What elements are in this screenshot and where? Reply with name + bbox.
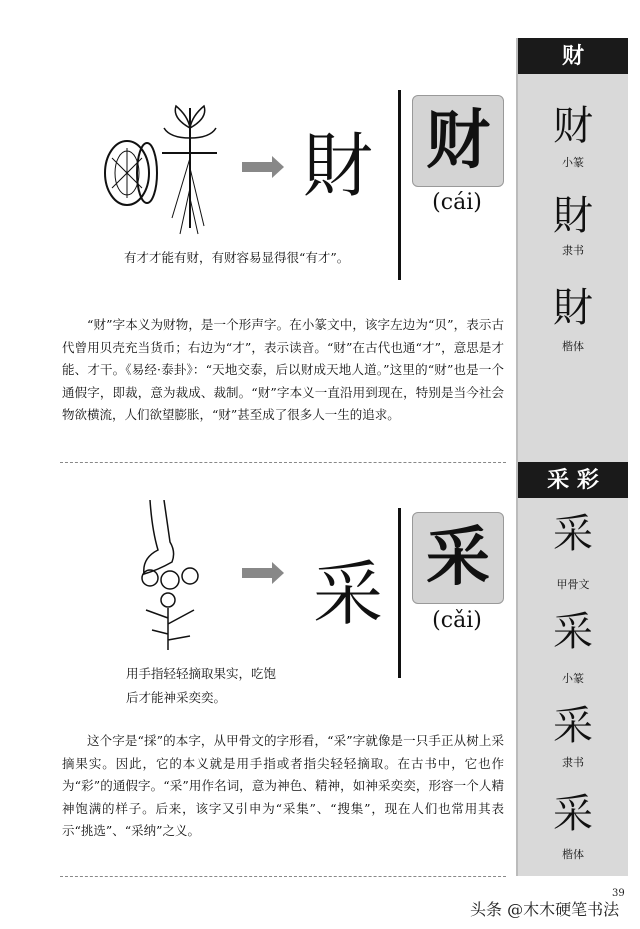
shell-sprout-illustration <box>92 98 222 238</box>
character-box: 采 <box>412 512 504 604</box>
illustration-caption: 有才才能有财，有财容易显得很“有才”。 <box>124 250 350 265</box>
arrow-icon <box>242 162 272 172</box>
sidebar-form-label: 隶书 <box>562 244 584 257</box>
sidebar-form-label: 小篆 <box>562 672 584 685</box>
sidebar-form-label: 隶书 <box>562 756 584 769</box>
sidebar-form-xiaozhuan: 财 <box>553 103 593 149</box>
sidebar-header-cai2: 采 彩 <box>518 462 628 498</box>
divider <box>398 90 401 280</box>
watermark: 头条 @木木硬笔书法 <box>470 900 620 919</box>
section-divider <box>60 876 506 877</box>
sidebar-form-label: 甲骨文 <box>556 578 590 591</box>
divider <box>398 508 401 678</box>
sidebar-form-kaiti: 采 <box>553 791 593 837</box>
body-paragraph: “财”字本义为财物，是一个形声字。在小篆文中，该字左边为“贝”，表示古代曾用贝壳充当货币；右边为“才”，表示读音。“财”在古代也通“才”，意思是才能、才干。《易经·泰卦》：“天地交泰，后以财成天地人道。”这里的“财”也是一个通假字，即裁，意为裁成、裁制。“财”字本义一直沿用到现在，特别是当今社会物欲横流，人们欲望膨胀，“财”甚至成了很多人一生的追求。 <box>62 317 504 422</box>
hand-picking-fruit-illustration <box>128 500 208 650</box>
body-paragraph: 这个字是“採”的本字，从甲骨文的字形看，“采”字就像是一只手正从树上采摘果实。因此，它的本义就是用手指或者指尖轻轻摘取。在古书中，它也作为“彩”的通假字。“采”用作名词，意为神色、精神，如神采奕奕，形容一个人精神饱满的样子。后来，该字又引申为“采集”、“搜集”，现在人们也常用其表示“挑选”、“采纳”之义。 <box>62 733 504 838</box>
character-box: 财 <box>412 95 504 187</box>
pinyin: (cái) <box>432 190 482 215</box>
sidebar-form-label: 小篆 <box>562 156 584 169</box>
sidebar-form-lishu: 財 <box>553 193 593 239</box>
sidebar-form-xiaozhuan: 采 <box>553 609 593 655</box>
illustration-caption: 用手指轻轻摘取果实，吃饱后才能神采奕奕。 <box>126 666 277 705</box>
section-divider <box>60 462 506 463</box>
ancient-character: 財 <box>303 125 373 207</box>
page-number: 39 <box>612 888 625 899</box>
arrow-icon <box>242 568 272 578</box>
pinyin: (cǎi) <box>432 608 482 633</box>
sidebar-form-label: 楷体 <box>562 848 584 861</box>
sidebar-form-jiaguwen: 采 <box>553 511 593 557</box>
ancient-character: 采 <box>313 553 383 635</box>
sidebar <box>516 38 628 876</box>
sidebar-header-cai: 财 <box>518 38 628 74</box>
sidebar-form-kaiti: 財 <box>553 285 593 331</box>
sidebar-form-label: 楷体 <box>562 340 584 353</box>
sidebar-form-lishu: 采 <box>553 703 593 749</box>
